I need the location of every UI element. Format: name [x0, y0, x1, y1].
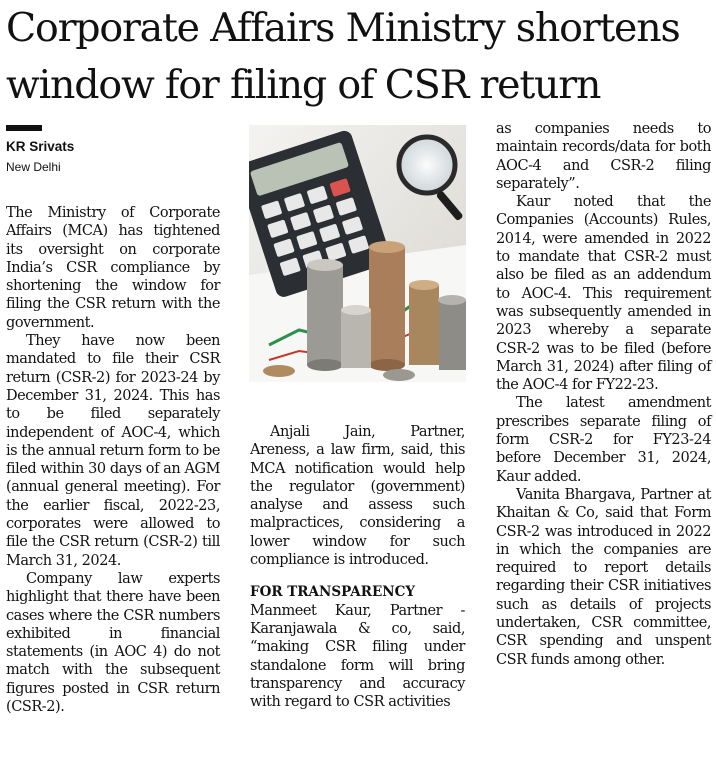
paragraph: The latest amendment prescribes separate filing of form CSR-2 for FY23-24 before December 31, 2024, Kaur added. [496, 395, 711, 485]
paragraph: Manmeet Kaur, Partner - Karanjawala & co, said, “making CSR filing under standalone form will bring transparency and accuracy with regard to CSR activities [250, 602, 465, 711]
subhead: FOR TRANSPARENCY [250, 584, 415, 601]
paragraph: Company law experts highlight that there have been cases where the CSR numbers exhibited in financial statements (in AOC 4) do not match with the subsequent figures posted in CSR return (CSR-2). [6, 570, 220, 716]
column-3 [496, 120, 711, 669]
dateline: New Delhi [6, 160, 61, 174]
byline: KR Srivats [6, 139, 75, 154]
paragraph: Anjali Jain, Partner, Areness, a law firm, said, this MCA notification would help the regulator (government) analyse and assess such malpractices, considering a lower window for such compliance is introduced. [250, 424, 465, 569]
coins-calculator-photo [249, 125, 466, 382]
paragraph: They have now been mandated to file their CSR return (CSR-2) for 2023-24 by December 31, 2024. This has to be filed separately independent of AOC-4, which is the annual return form to be filed within 30 days of an AGM (annual general meeting). For the earlier fiscal, 2022-23, corporates were allowed to file the CSR return (CSR-2) till March 31, 2024. [6, 333, 220, 569]
paragraph: Vanita Bhargava, Partner at Khaitan & Co, said that Form CSR-2 was introduced in 2022 in which the companies are required to report details regarding their CSR initiatives such as details of projects undertaken, CSR committee, CSR spending and unspent CSR funds among other. [496, 486, 711, 668]
paragraph: The Ministry of Corporate Affairs (MCA) has tightened its oversight on corporate India’s CSR compliance by shortening the window for filing the CSR return with the government. [6, 205, 220, 331]
column-1 [6, 204, 220, 716]
headline: Corporate Affairs Ministry shortens window for filing of CSR return [6, 5, 680, 108]
paragraph: Kaur noted that the Companies (Accounts) Rules, 2014, were amended in 2022 to mandate that CSR-2 must also be filed as an addendum to AOC-4. This requirement was subsequently amended in 2023 whereby a separate CSR-2 was to be filed (before March 31, 2024) after filing of the AOC-4 for FY22-23. [496, 194, 711, 394]
paragraph: as companies needs to maintain records/data for both AOC-4 and CSR-2 filing separately”. [496, 121, 711, 192]
byline-rule [6, 125, 42, 131]
column-2 [250, 423, 465, 711]
